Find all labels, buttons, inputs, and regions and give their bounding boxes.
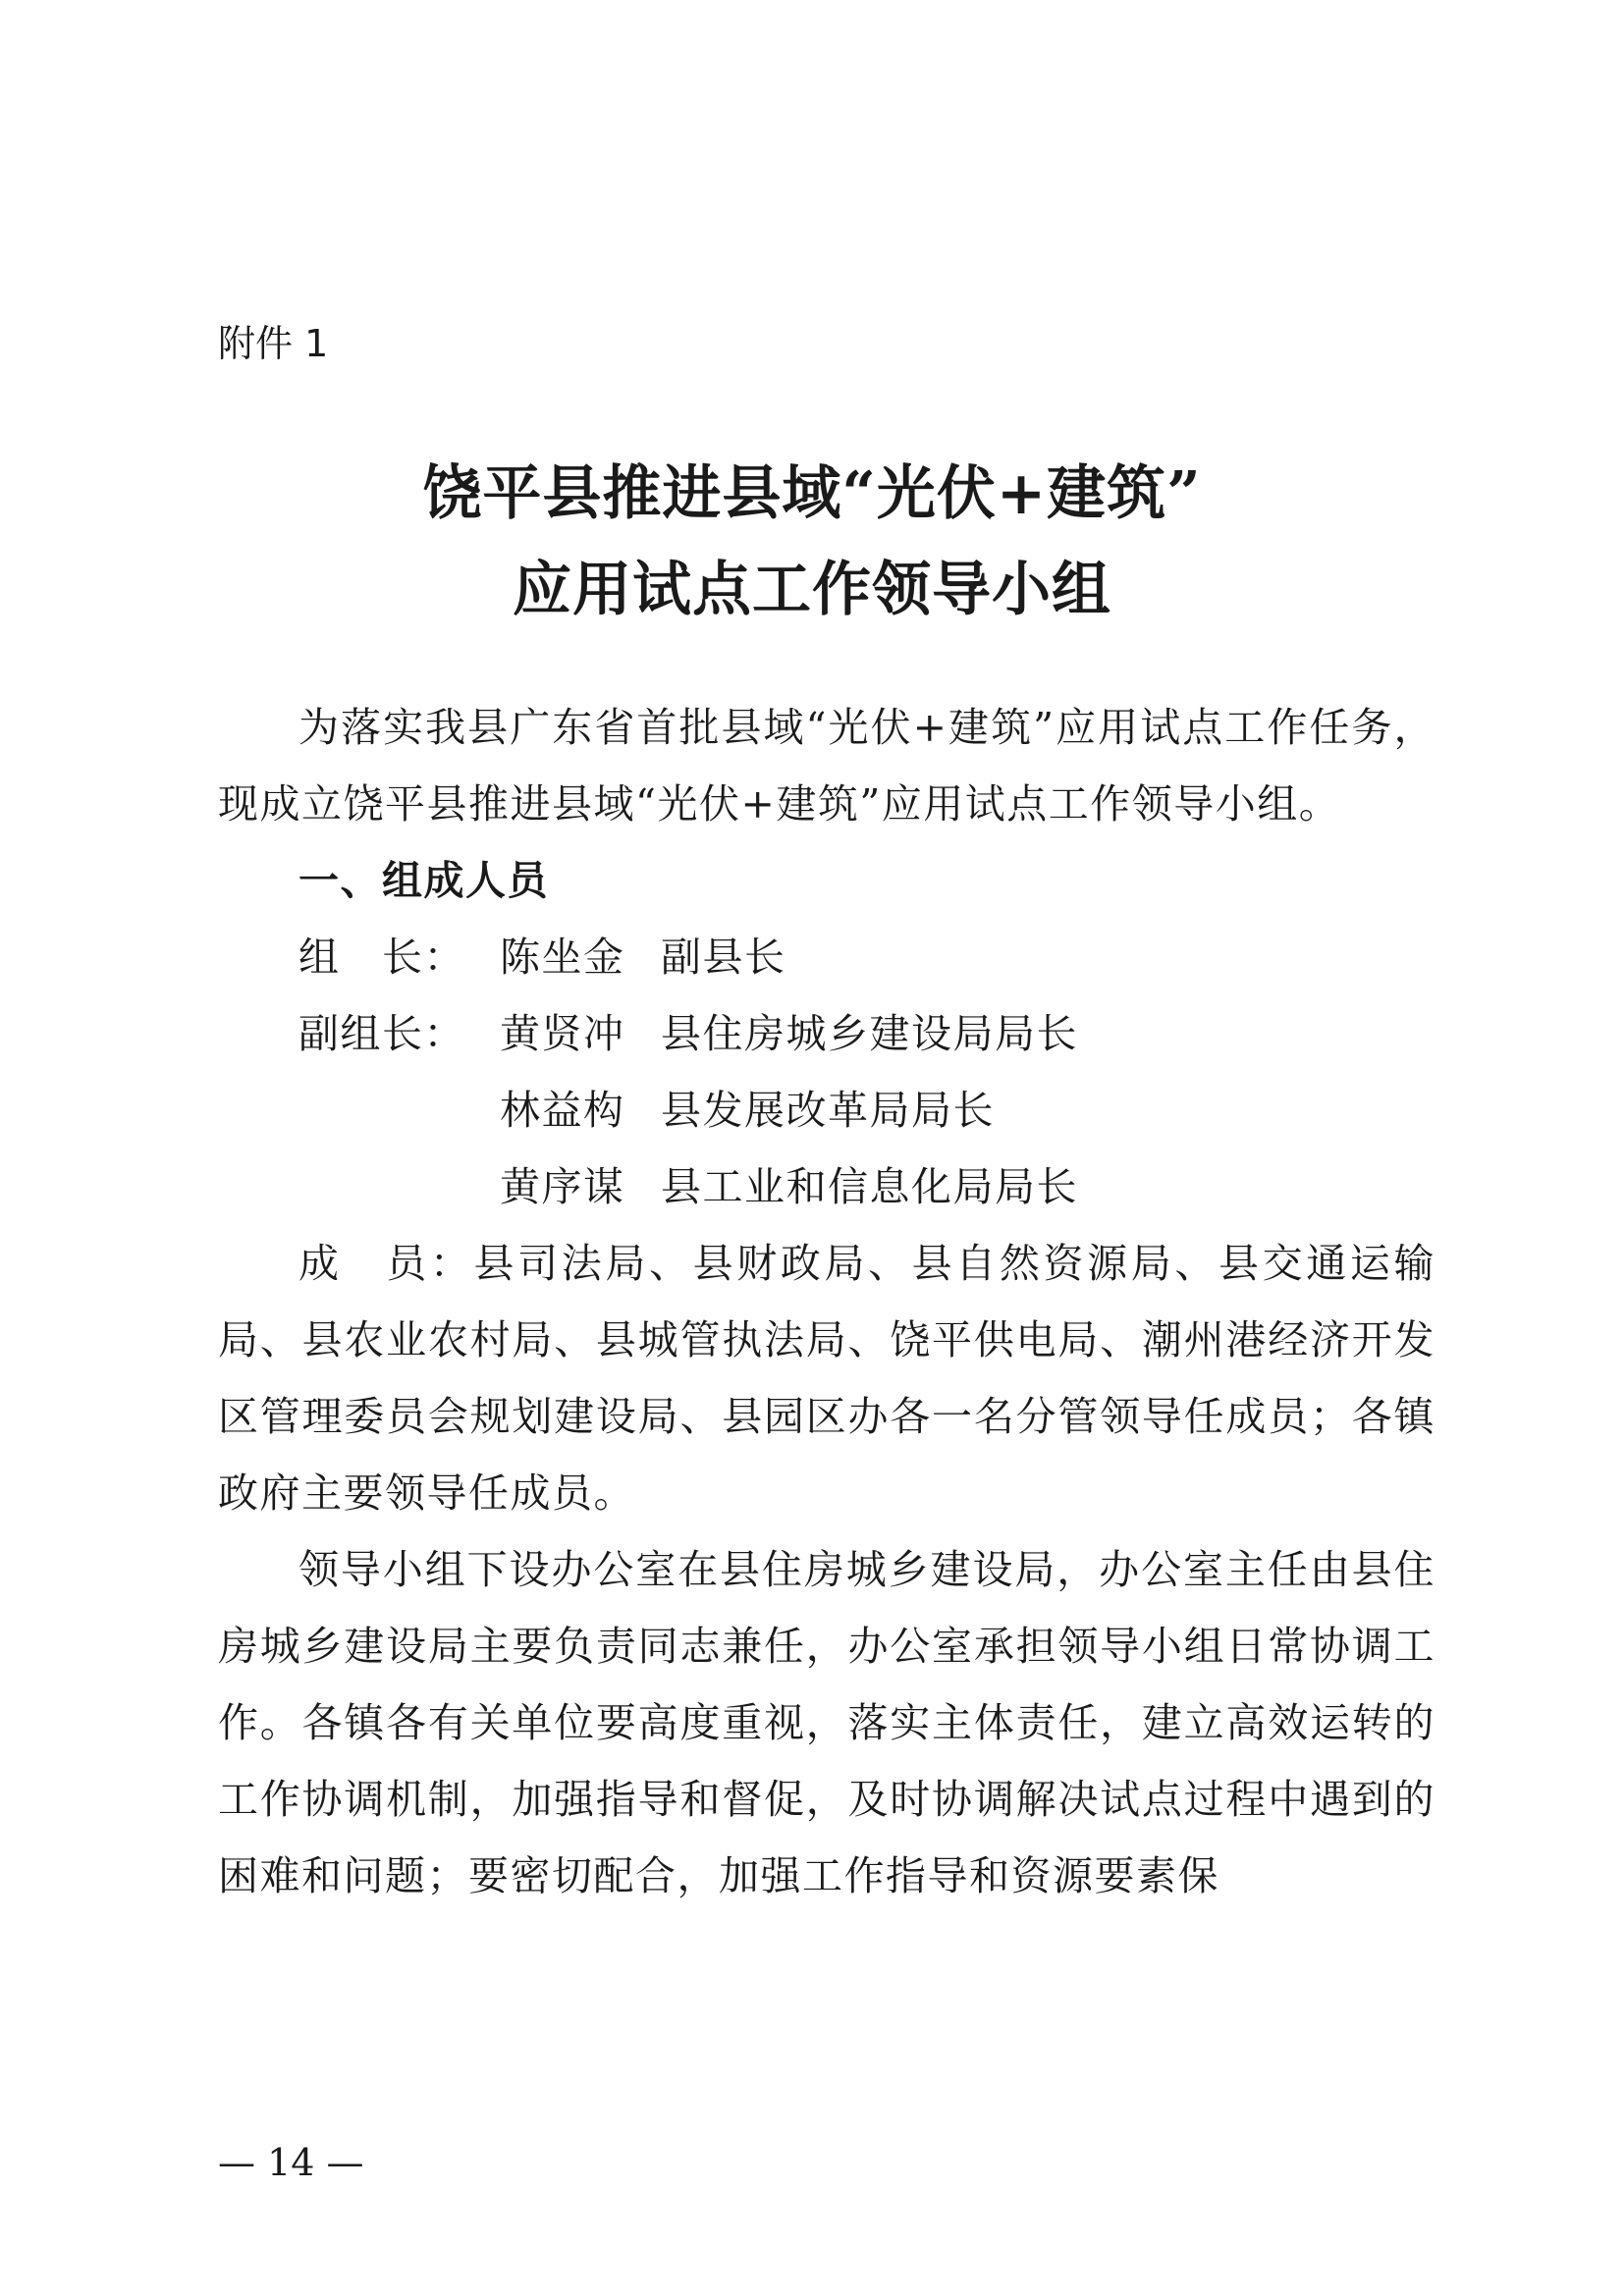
deputy-role: 副组长： (298, 1010, 465, 1057)
deputy-position: 县住房城乡建设局局长 (661, 1010, 1078, 1057)
section-heading-composition: 一、组成人员 (298, 857, 549, 904)
deputy-row (218, 1072, 1435, 1148)
deputy-name: 黄序谋 (500, 1163, 625, 1210)
page-number: — 14 — (218, 2141, 364, 2184)
attachment-label: 附件 1 (218, 322, 329, 365)
document-title-line-1: 饶平县推进县域“光伏+建筑” (422, 459, 1202, 528)
deputy-name: 林益构 (500, 1087, 625, 1134)
leader-name: 陈坐金 (500, 934, 625, 981)
leader-position: 副县长 (661, 934, 786, 981)
leader-row (218, 919, 1435, 995)
deputy-position: 县发展改革局局长 (661, 1087, 995, 1134)
intro-paragraph: 为落实我县广东省首批县域“光伏+建筑”应用试点工作任务，现成立饶平县推进县域“光伏+建筑”应用试点工作领导小组。 (218, 704, 1435, 828)
document-body (218, 689, 1435, 1914)
deputy-row (218, 995, 1435, 1072)
deputy-role (298, 1072, 500, 1148)
office-paragraph: 领导小组下设办公室在县住房城乡建设局，办公室主任由县住房城乡建设局主要负责同志兼任，办公室承担领导小组日常协调工作。各镇各有关单位要高度重视，落实主体责任，建立高效运转的工作协调机制，加强指导和督促，及时协调解决试点过程中遇到的困难和问题；要密切配合，加强工作指导和资源要素保 (218, 1546, 1435, 1899)
leader-role: 组 长： (298, 934, 465, 981)
deputy-position: 县工业和信息化局局长 (661, 1163, 1078, 1210)
deputy-row (218, 1148, 1435, 1225)
deputy-role (298, 1148, 500, 1225)
document-title-line-2: 应用试点工作领导小组 (513, 556, 1111, 624)
members-paragraph: 成 员：县司法局、县财政局、县自然资源局、县交通运输局、县农业农村局、县城管执法局、饶平供电局、潮州港经济开发区管理委员会规划建设局、县园区办各一名分管领导任成员；各镇政府主要领导任成员。 (218, 1240, 1435, 1517)
deputy-name: 黄贤冲 (500, 1010, 625, 1057)
